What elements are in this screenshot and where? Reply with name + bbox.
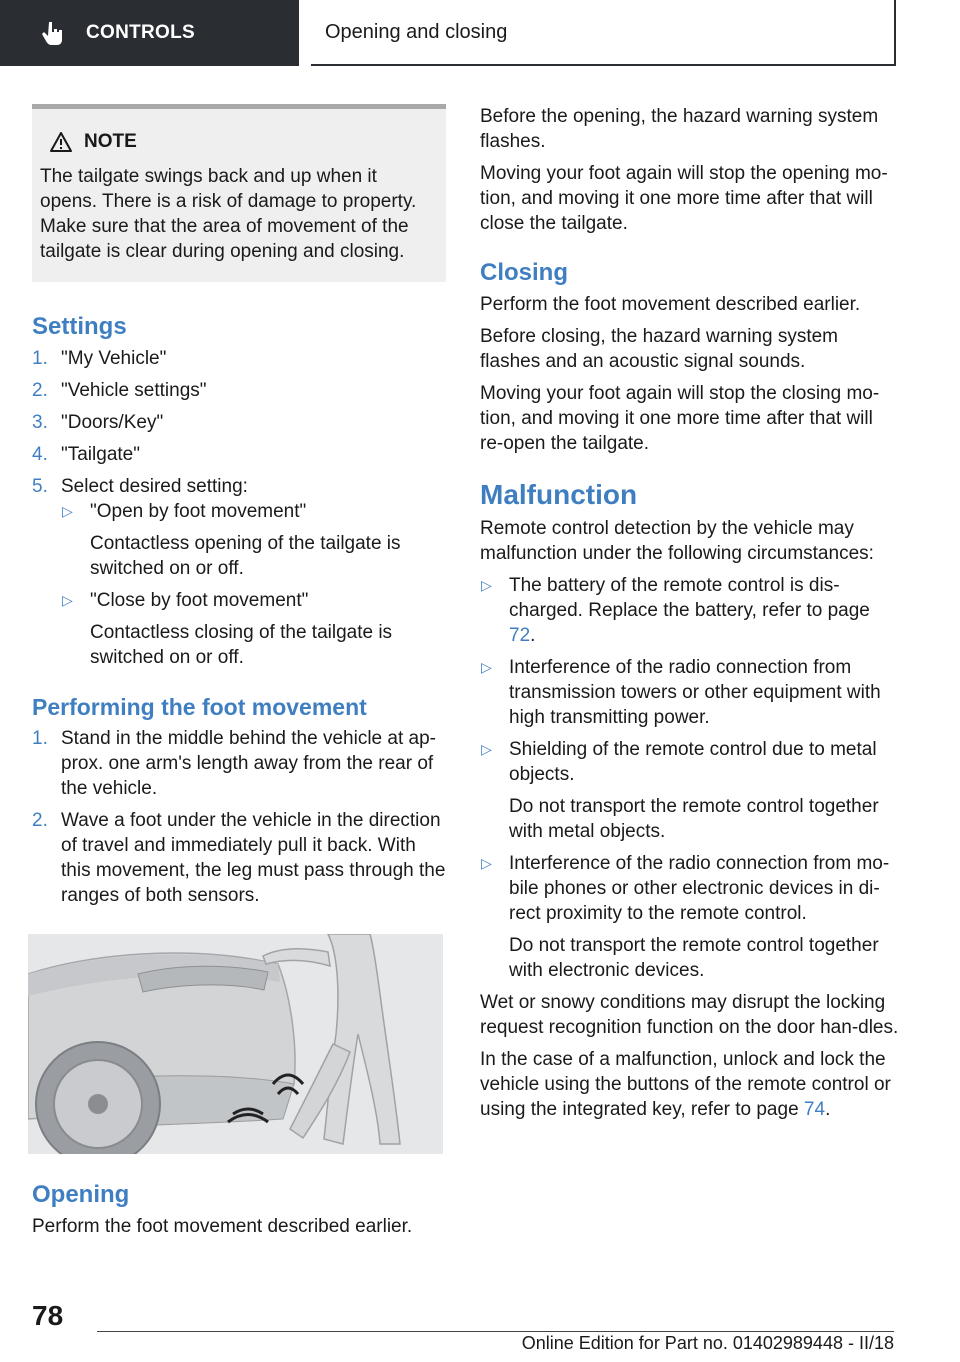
period: . bbox=[530, 625, 536, 646]
wet-conditions-text: Wet or snowy conditions may disrupt the locking request recognition function on the door han-dles. bbox=[480, 992, 899, 1038]
right-column bbox=[480, 104, 900, 1129]
settings-heading: Settings bbox=[32, 313, 127, 340]
note-header bbox=[50, 129, 438, 154]
bullet-text: Shielding of the remote control due to metal objects. bbox=[509, 739, 877, 785]
step-text: Select desired setting: bbox=[61, 476, 248, 497]
step-text: "Vehicle settings" bbox=[61, 380, 207, 401]
triangle-bullet-icon: ▷ bbox=[481, 659, 492, 675]
foot-movement-illustration bbox=[28, 934, 443, 1154]
page-link-72[interactable]: 72 bbox=[509, 625, 531, 646]
opening-stop-text: Moving your foot again will stop the opening mo-tion, and moving it one more time after that will close the tailgate. bbox=[480, 163, 888, 234]
footer-edition: Online Edition for Part no. 01402989448 - II/18 bbox=[521, 1333, 894, 1353]
step-text: "My Vehicle" bbox=[61, 348, 167, 369]
foot-movement-heading: Performing the foot movement bbox=[32, 694, 367, 720]
note-label: NOTE bbox=[84, 131, 137, 152]
triangle-bullet-icon: ▷ bbox=[481, 855, 492, 871]
step-number: 5. bbox=[32, 476, 48, 497]
list-item bbox=[32, 410, 446, 435]
step-text: "Tailgate" bbox=[61, 444, 140, 465]
bullet-text: Interference of the radio connection from transmission towers or other equipment with high transmitting power. bbox=[509, 657, 881, 728]
malfunction-heading: Malfunction bbox=[480, 479, 638, 510]
step-text: "Doors/Key" bbox=[61, 412, 164, 433]
bullet-text: Interference of the radio connection from mo-bile phones or other electronic devices in di-rect proximity to the remote control. bbox=[509, 853, 890, 924]
settings-options bbox=[61, 499, 446, 670]
step-number: 3. bbox=[32, 412, 48, 433]
section-label: CONTROLS bbox=[86, 22, 196, 43]
closing-text: Perform the foot movement described earlier. bbox=[480, 294, 861, 315]
list-item bbox=[32, 474, 446, 670]
settings-steps bbox=[32, 346, 446, 670]
option-label: "Open by foot movement" bbox=[90, 501, 307, 522]
triangle-bullet-icon: ▷ bbox=[62, 503, 73, 519]
warning-triangle-icon bbox=[50, 132, 72, 152]
action-text: In the case of a malfunction, unlock and lock the vehicle using the buttons of the remote control or using the integrated key, refer to page bbox=[480, 1049, 891, 1120]
list-item bbox=[480, 655, 900, 730]
option-label: "Close by foot movement" bbox=[90, 590, 309, 611]
chapter-header bbox=[311, 0, 896, 66]
bullet-subtext: Do not transport the remote control together with metal objects. bbox=[509, 796, 879, 842]
list-item bbox=[32, 808, 446, 908]
malfunction-action-text bbox=[480, 1047, 900, 1122]
triangle-bullet-icon: ▷ bbox=[481, 577, 492, 593]
step-number: 1. bbox=[32, 348, 48, 369]
foot-steps bbox=[32, 726, 446, 908]
option-desc: Contactless opening of the tailgate is switched on or off. bbox=[90, 533, 401, 579]
step-number: 4. bbox=[32, 444, 48, 465]
step-number: 1. bbox=[32, 728, 48, 749]
car-rear-illustration bbox=[28, 934, 443, 1154]
malfunction-intro: Remote control detection by the vehicle may malfunction under the following circumstances: bbox=[480, 518, 874, 564]
step-text: Wave a foot under the vehicle in the direction of travel and immediately pull it back. With this movement, the leg must pass through the ranges of both sensors. bbox=[61, 810, 446, 906]
list-item bbox=[61, 588, 446, 670]
left-column bbox=[32, 104, 446, 1246]
step-number: 2. bbox=[32, 810, 48, 831]
opening-heading: Opening bbox=[32, 1181, 130, 1208]
malfunction-list bbox=[480, 573, 900, 983]
list-item bbox=[32, 442, 446, 467]
list-item bbox=[480, 851, 900, 983]
page-number: 78 bbox=[32, 1300, 64, 1331]
footer-divider bbox=[97, 1331, 894, 1332]
step-number: 2. bbox=[32, 380, 48, 401]
triangle-bullet-icon: ▷ bbox=[481, 741, 492, 757]
list-item bbox=[480, 573, 900, 648]
page-link-74[interactable]: 74 bbox=[803, 1099, 826, 1120]
bullet-text: The battery of the remote control is dis-charged. Replace the battery, refer to page bbox=[509, 575, 870, 621]
list-item bbox=[32, 726, 446, 801]
closing-hazard-text: Before closing, the hazard warning system flashes and an acoustic signal sounds. bbox=[480, 326, 839, 372]
hand-pointer-icon bbox=[40, 20, 66, 46]
bullet-subtext: Do not transport the remote control together with electronic devices. bbox=[509, 935, 879, 981]
list-item bbox=[480, 737, 900, 844]
list-item bbox=[32, 346, 446, 371]
list-item bbox=[61, 499, 446, 581]
period: . bbox=[825, 1099, 831, 1120]
note-text: The tailgate swings back and up when it opens. There is a risk of damage to property. Make sure that the area of movement of the tailgate is clear during opening and closing. bbox=[40, 166, 417, 262]
opening-hazard-text: Before the opening, the hazard warning system flashes. bbox=[480, 106, 879, 152]
chapter-title: Opening and closing bbox=[325, 20, 508, 43]
step-text: Stand in the middle behind the vehicle at ap-prox. one arm's length away from the rear of the vehicle. bbox=[61, 728, 436, 799]
option-desc: Contactless closing of the tailgate is switched on or off. bbox=[90, 622, 393, 668]
closing-heading: Closing bbox=[480, 259, 568, 286]
list-item bbox=[32, 378, 446, 403]
header-section-tab bbox=[0, 0, 299, 66]
opening-text: Perform the foot movement described earlier. bbox=[32, 1216, 413, 1237]
note-box bbox=[32, 104, 446, 282]
triangle-bullet-icon: ▷ bbox=[62, 592, 73, 608]
closing-stop-text: Moving your foot again will stop the closing mo-tion, and moving it one more time after that will re-open the tailgate. bbox=[480, 383, 880, 454]
